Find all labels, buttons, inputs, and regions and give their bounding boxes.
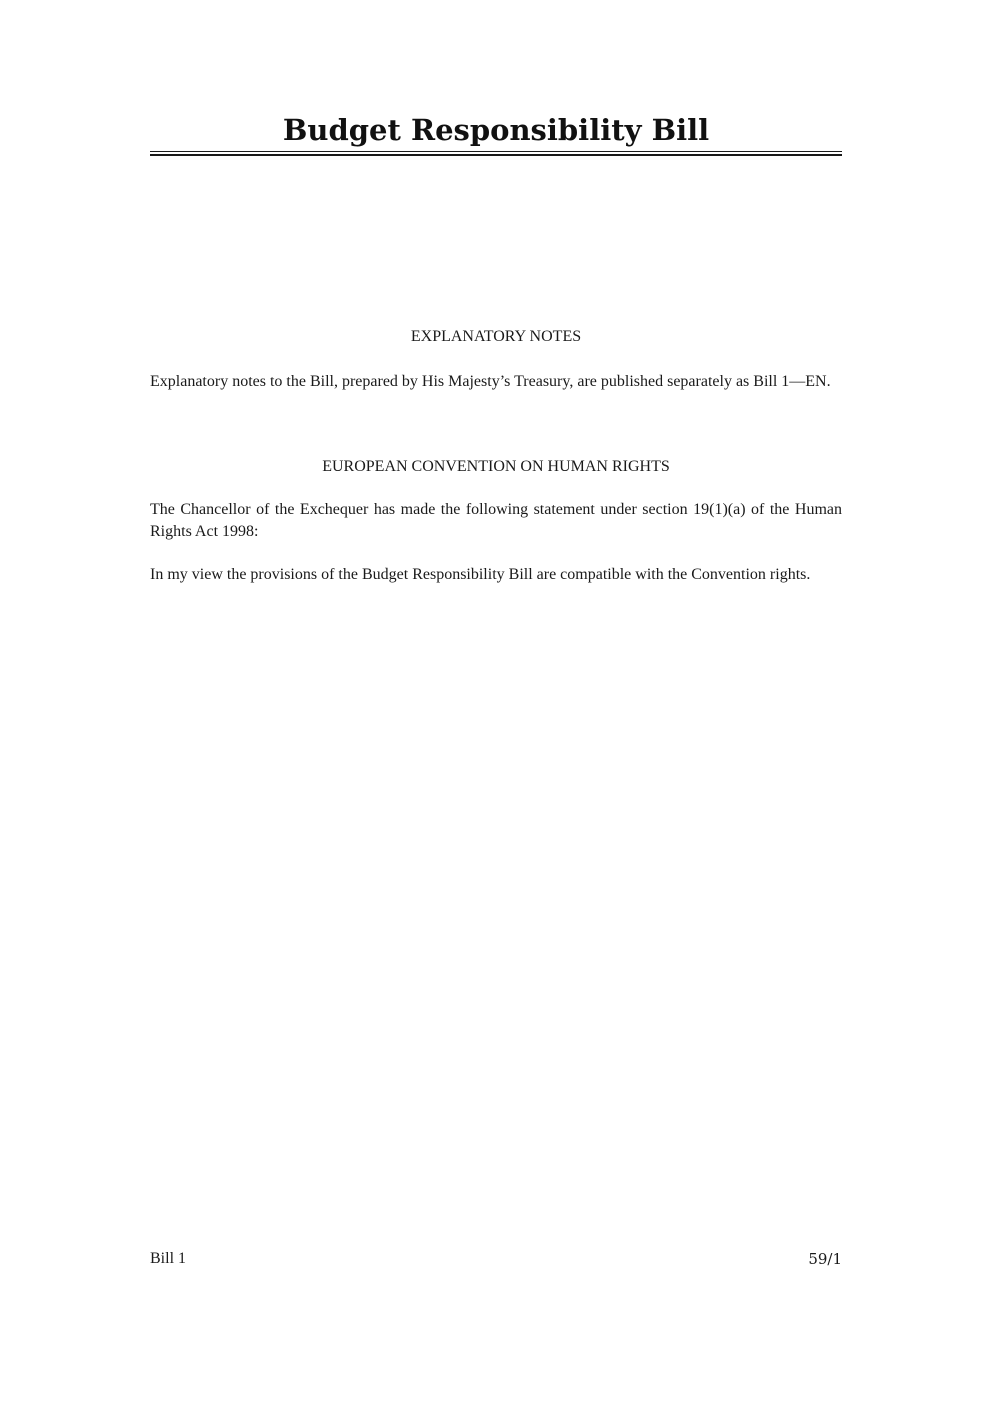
explanatory-notes-paragraph: Explanatory notes to the Bill, prepared by His Majesty’s Treasury, are published separately as Bill 1—EN.	[150, 373, 831, 390]
footer-bill-number: Bill 1	[150, 1250, 187, 1267]
explanatory-notes-heading: EXPLANATORY NOTES	[410, 328, 582, 345]
compatibility-statement-paragraph: In my view the provisions of the Budget Responsibility Bill are compatible with the Convention rights.	[150, 566, 811, 583]
title-rule-bottom	[150, 154, 842, 156]
document-title: Budget Responsibility Bill	[282, 113, 710, 147]
title-rule-top	[150, 151, 842, 152]
echr-heading: EUROPEAN CONVENTION ON HUMAN RIGHTS	[322, 458, 670, 475]
chancellor-statement-paragraph: The Chancellor of the Exchequer has made the following statement under section 19(1)(a) of the Human Rights Act 1998:	[150, 501, 842, 540]
footer-print-reference: 59/1	[808, 1250, 842, 1268]
